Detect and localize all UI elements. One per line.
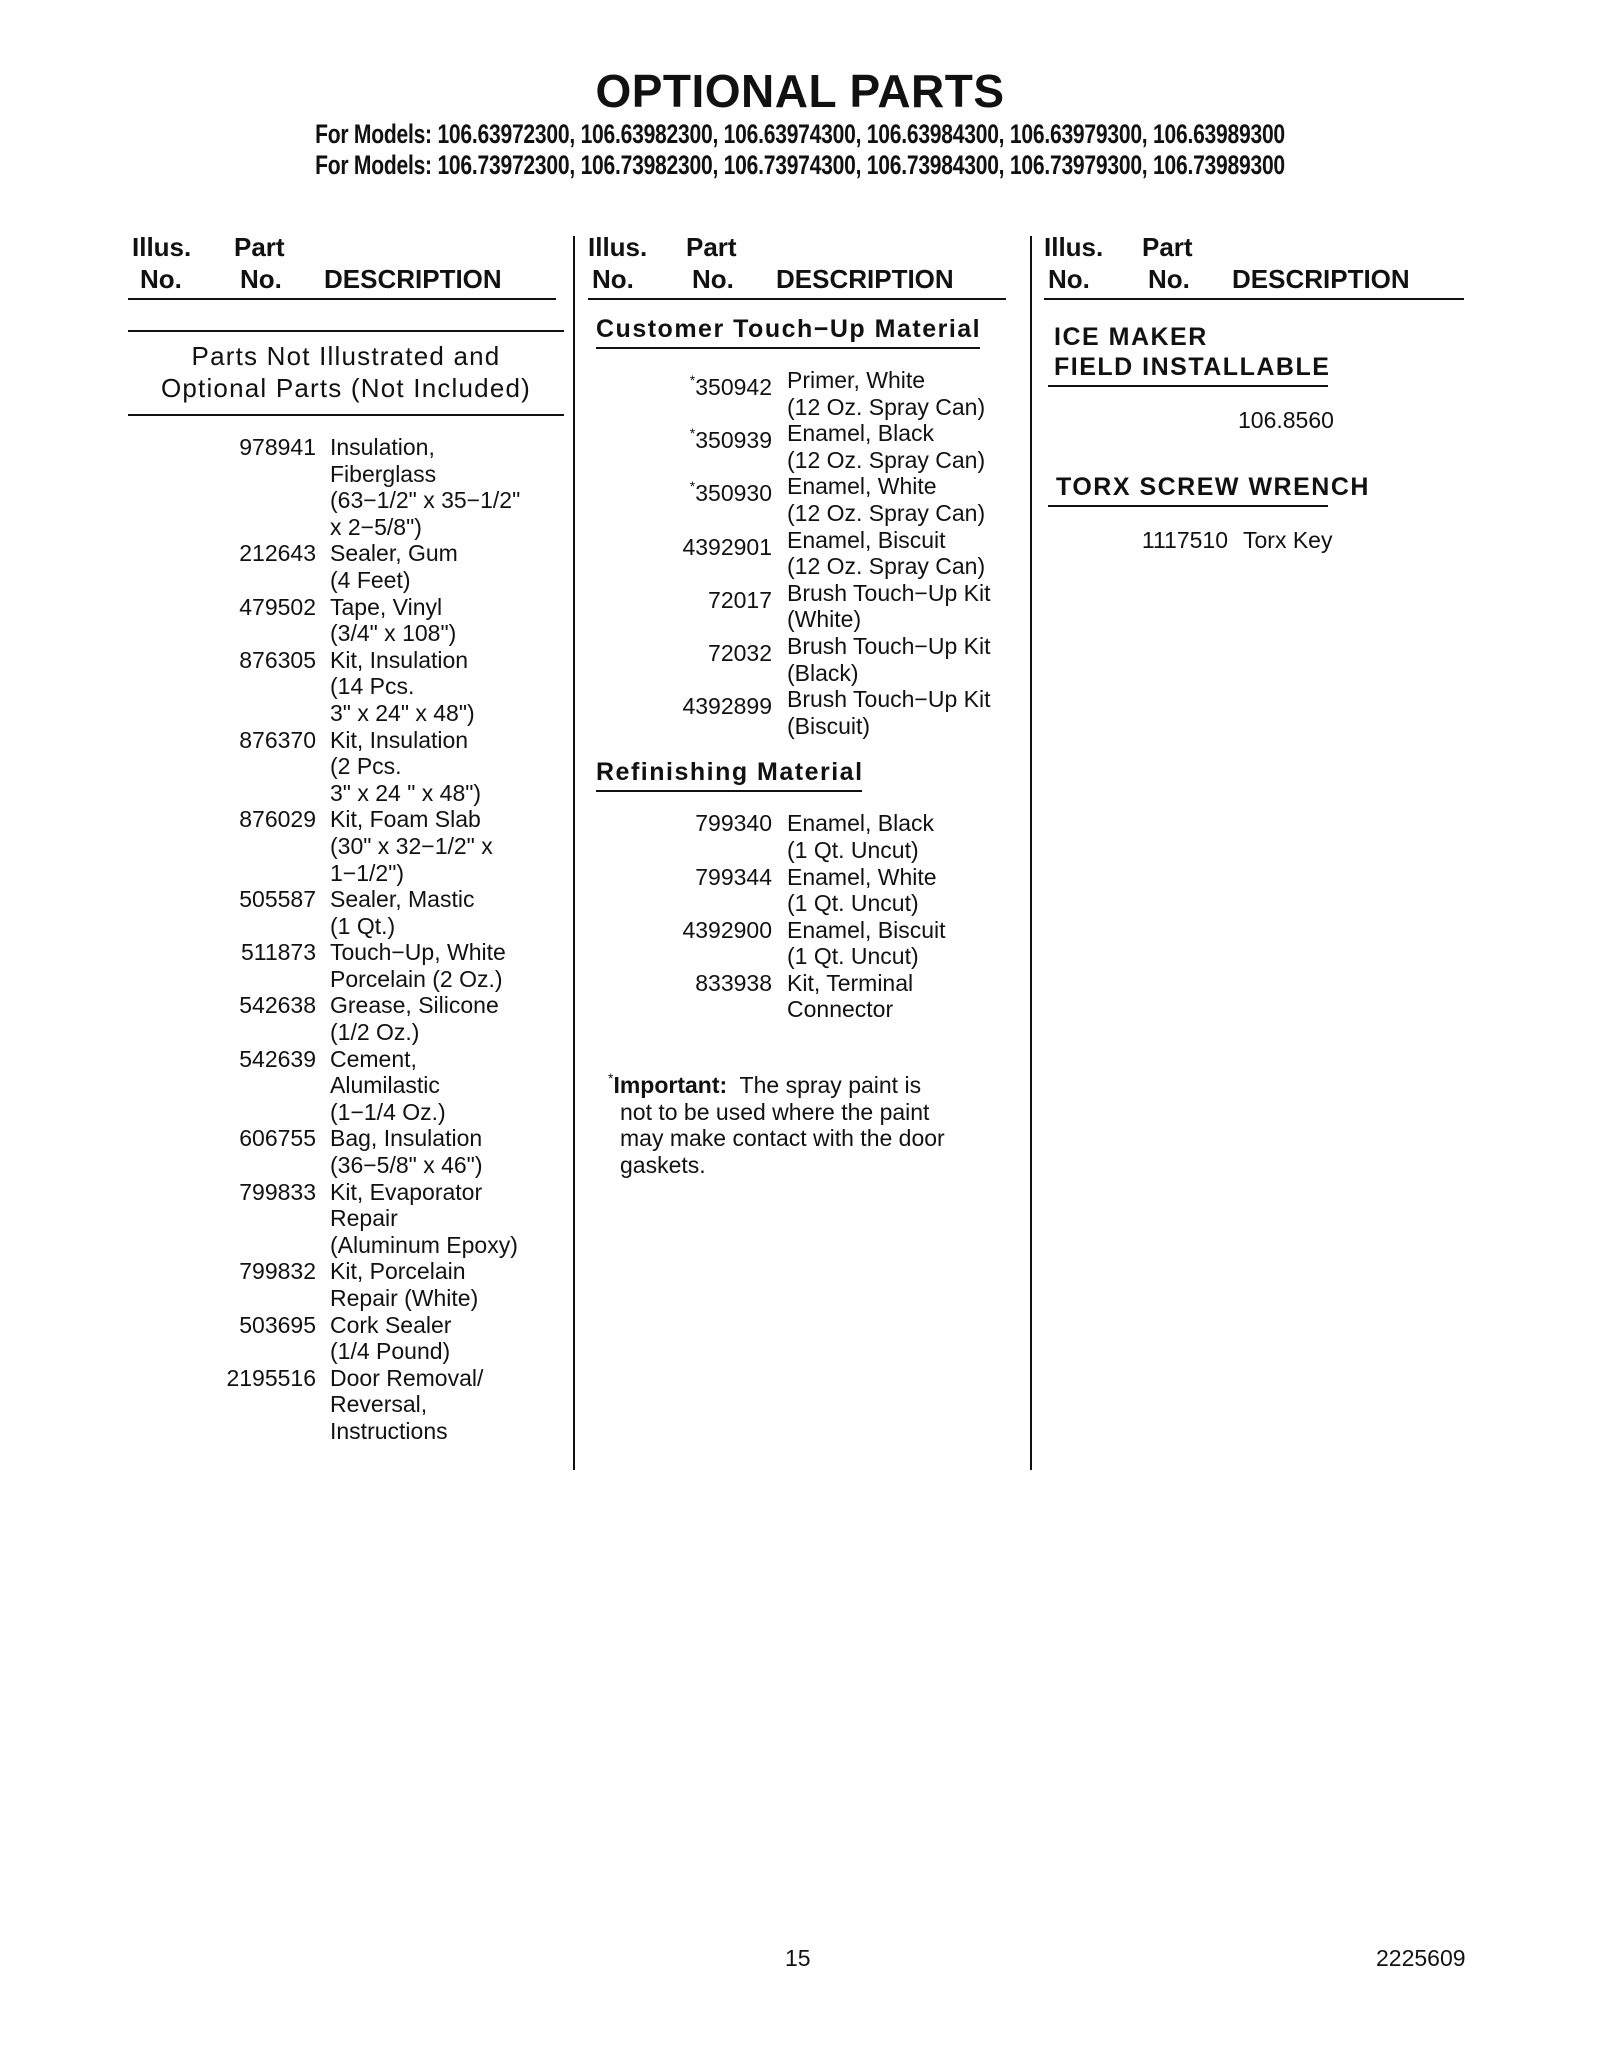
refinishing-parts-list [588, 810, 1020, 1023]
list-item [588, 686, 1020, 739]
part-number [588, 686, 772, 720]
part-number [128, 1046, 316, 1073]
part-number [128, 540, 316, 567]
list-item [128, 647, 564, 727]
part-number [128, 647, 316, 674]
part-number-text: 4392900 [682, 916, 772, 943]
part-number-text: 876305 [239, 646, 316, 673]
section-title: Refinishing Material [596, 758, 864, 787]
column-header [588, 232, 1020, 298]
list-item [588, 580, 1020, 633]
illus-label: Illus. [588, 232, 648, 262]
part-description: Insulation, Fiberglass (63−1/2" x 35−1/2" x 2−5/8") [330, 434, 521, 540]
list-item [128, 1125, 564, 1178]
parts-list [128, 434, 564, 1445]
important-note [608, 1065, 1020, 1178]
list-item [128, 992, 564, 1045]
part-number [128, 594, 316, 621]
part-number-text: 833938 [695, 969, 772, 996]
part-number [128, 1258, 316, 1285]
part-description: Brush Touch−Up Kit (Black) [787, 632, 991, 686]
section-rule [1048, 385, 1328, 387]
list-item [128, 1046, 564, 1126]
models-line-2: For Models: 106.73972300, 106.73982300, 106.73974300, 106.73984300, 106.73979300, 106.73989300 [315, 150, 1285, 180]
part-number-text: 350939 [695, 427, 772, 454]
list-item [588, 527, 1020, 580]
list-item [588, 864, 1020, 917]
part-description: Grease, Silicone (1/2 Oz.) [330, 992, 499, 1046]
part-number [588, 527, 772, 561]
part-description: Kit, Terminal Connector [787, 969, 914, 1023]
part-number-text: 799340 [695, 810, 772, 837]
list-item [128, 939, 564, 992]
section-rule [1048, 505, 1328, 507]
part-number [128, 806, 316, 833]
list-item [128, 1365, 564, 1445]
part-description: Cork Sealer (1/4 Pound) [330, 1311, 452, 1365]
part-description: Kit, Foam Slab (30" x 32−1/2" x 1−1/2") [330, 806, 493, 886]
part-description: Touch−Up, White Porcelain (2 Oz.) [330, 939, 506, 992]
part-number-text: 350930 [695, 480, 772, 507]
list-item [128, 886, 564, 939]
touchup-parts-list [588, 367, 1020, 739]
part-number-text: 876029 [239, 806, 316, 833]
part-number-text: 542639 [239, 1045, 316, 1072]
no-label: No. [592, 264, 634, 294]
important-label: Important: [613, 1072, 728, 1099]
list-item [128, 594, 564, 647]
box-line: Parts Not Illustrated and [191, 341, 501, 371]
part-description: Sealer, Mastic (1 Qt.) [330, 886, 475, 939]
page-number: 15 [785, 1945, 811, 1971]
list-item [128, 434, 564, 540]
list-item [588, 970, 1020, 1023]
part-number-text: 876370 [239, 726, 316, 753]
part-number-text: 4392899 [682, 693, 772, 720]
part-description: Cement, Alumilastic (1−1/4 Oz.) [330, 1045, 446, 1125]
part-number [588, 367, 772, 401]
part-description: Kit, Porcelain Repair (White) [330, 1258, 479, 1311]
column-divider [1030, 236, 1032, 1470]
box-rule-bottom [128, 414, 564, 416]
part-number [128, 434, 316, 461]
part-number-text: 4392901 [682, 533, 772, 560]
touchup-section-header [596, 314, 986, 349]
part-description: Door Removal/ Reversal, Instructions [330, 1364, 484, 1444]
list-item [588, 367, 1020, 420]
section-rule [596, 790, 862, 792]
not-illustrated-box [128, 332, 564, 414]
list-item [588, 810, 1020, 863]
part-description: Kit, Evaporator Repair (Aluminum Epoxy) [330, 1178, 518, 1258]
box-line: Optional Parts (Not Included) [160, 373, 532, 403]
part-number [128, 992, 316, 1019]
part-number [128, 1312, 316, 1339]
part-description: Enamel, Biscuit (1 Qt. Uncut) [787, 916, 946, 970]
part-number-text: 72032 [708, 639, 772, 666]
section-title: ICE MAKER [1054, 323, 1208, 351]
part-number [588, 633, 772, 667]
no-label: No. [1048, 264, 1090, 294]
part-description: Primer, White (12 Oz. Spray Can) [787, 367, 986, 420]
part-number-text: 505587 [239, 886, 316, 913]
part-description: Tape, Vinyl (3/4" x 108") [330, 593, 457, 647]
document-number: 2225609 [1376, 1945, 1466, 1971]
list-item [128, 1258, 564, 1311]
part-label: Part [234, 232, 285, 262]
part-description: Kit, Insulation (2 Pcs. 3" x 24 " x 48") [330, 726, 482, 806]
part-number-text: 799833 [239, 1178, 316, 1205]
ice-maker-section-header [1054, 322, 1476, 382]
note-text: may make contact with the door [620, 1125, 945, 1152]
part-number-text: 978941 [239, 434, 316, 460]
column-2 [588, 232, 1020, 1178]
part-label: Part [686, 232, 737, 262]
part-number [128, 886, 316, 913]
no-label: No. [692, 264, 734, 294]
list-item [128, 727, 564, 807]
list-item [128, 540, 564, 593]
part-description: Brush Touch−Up Kit (White) [787, 579, 991, 633]
note-text: gaskets. [620, 1151, 706, 1178]
asterisk: * [689, 425, 696, 442]
part-description: Bag, Insulation (36−5/8" x 46") [330, 1125, 483, 1179]
list-item [128, 1179, 564, 1259]
part-number [128, 939, 316, 966]
part-number-text: 511873 [240, 939, 316, 966]
column-header [1044, 232, 1476, 298]
part-description: Enamel, Black (12 Oz. Spray Can) [787, 420, 986, 473]
section-title: FIELD INSTALLABLE [1054, 353, 1331, 381]
part-number [128, 1125, 316, 1152]
part-number [588, 420, 772, 454]
header-rule [588, 298, 1006, 300]
list-item [128, 806, 564, 886]
part-number-text: 212643 [239, 540, 316, 567]
list-item [588, 473, 1020, 526]
part-number [128, 727, 316, 754]
illus-label: Illus. [1044, 232, 1104, 262]
part-number [588, 970, 772, 997]
list-item [588, 420, 1020, 473]
part-number-text: 479502 [239, 593, 316, 620]
part-number [128, 1179, 316, 1206]
header-rule [128, 298, 556, 300]
note-text: The spray paint is [739, 1072, 922, 1099]
torx-section-header [1056, 472, 1476, 502]
part-description: Sealer, Gum (4 Feet) [330, 540, 458, 593]
description-label: DESCRIPTION [776, 264, 954, 294]
part-description: Torx Key [1243, 527, 1333, 553]
part-description: Kit, Insulation (14 Pcs. 3" x 24" x 48") [330, 646, 475, 726]
column-header [128, 232, 564, 298]
part-description: Enamel, White (1 Qt. Uncut) [787, 863, 937, 917]
column-1 [128, 232, 564, 1445]
list-item [1044, 527, 1476, 554]
column-divider [573, 236, 575, 1470]
no-label: No. [140, 264, 182, 294]
asterisk: * [689, 372, 696, 388]
refinishing-section-header [596, 757, 876, 792]
description-label: DESCRIPTION [1232, 264, 1410, 294]
part-number-text: 2195516 [226, 1364, 316, 1391]
part-number [588, 917, 772, 944]
section-title: Customer Touch−Up Material [596, 315, 982, 343]
part-description: Enamel, Black (1 Qt. Uncut) [787, 810, 935, 863]
no-label: No. [1148, 264, 1190, 294]
asterisk: * [608, 1070, 614, 1087]
column-3 [1044, 232, 1476, 554]
part-number-text: 503695 [239, 1311, 316, 1338]
section-title: TORX SCREW WRENCH [1056, 473, 1370, 501]
list-item [588, 633, 1020, 686]
header-rule [1044, 298, 1464, 300]
part-number [588, 580, 772, 614]
section-rule [596, 347, 980, 349]
part-description: Enamel, Biscuit (12 Oz. Spray Can) [787, 526, 986, 580]
asterisk: * [689, 478, 696, 495]
part-number [588, 864, 772, 891]
note-text: not to be used where the paint [620, 1098, 930, 1125]
part-number-text: 606755 [239, 1125, 316, 1152]
part-number-text: 350942 [695, 374, 772, 400]
part-number-text: 799344 [695, 863, 772, 890]
list-item [128, 1312, 564, 1365]
description-label: DESCRIPTION [324, 264, 502, 294]
part-label: Part [1142, 232, 1193, 262]
part-number [588, 810, 772, 837]
part-description: Enamel, White (12 Oz. Spray Can) [787, 473, 986, 526]
part-description: Brush Touch−Up Kit (Biscuit) [787, 686, 991, 739]
part-number [128, 1365, 316, 1392]
part-number: 1117510 [1141, 527, 1228, 553]
part-number-text: 542638 [239, 992, 316, 1019]
part-number-text: 72017 [708, 586, 772, 613]
list-item [588, 917, 1020, 970]
part-number-text: 799832 [239, 1258, 316, 1285]
part-number [588, 473, 772, 507]
ice-maker-part-number: 106.8560 [1238, 407, 1334, 433]
models-line-1: For Models: 106.63972300, 106.63982300, 106.63974300, 106.63984300, 106.63979300, 106.63989300 [315, 119, 1285, 149]
illus-label: Illus. [132, 232, 192, 262]
no-label: No. [240, 264, 282, 294]
page-title: OPTIONAL PARTS [595, 65, 1005, 117]
